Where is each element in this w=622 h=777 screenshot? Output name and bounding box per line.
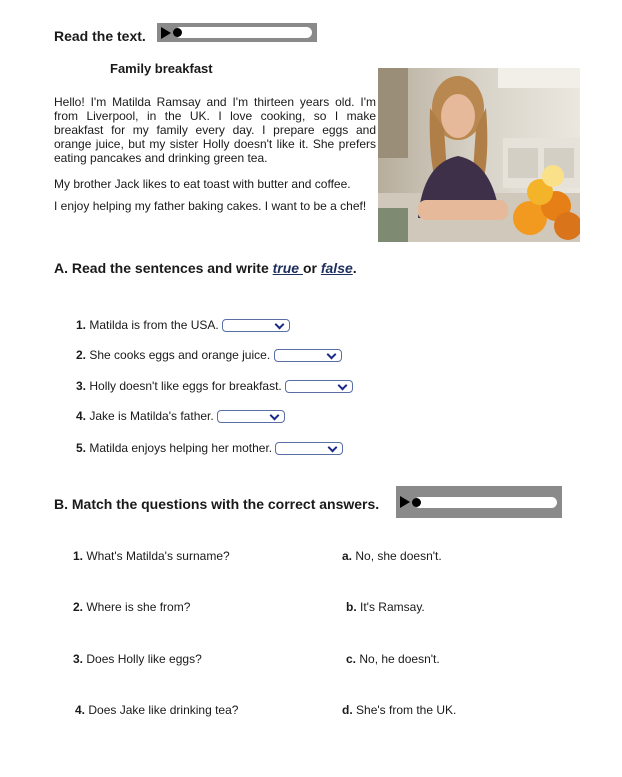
true-false-item-3: [76, 379, 353, 393]
word-or: or: [302, 260, 321, 276]
question-number: 1.: [73, 549, 84, 563]
answer-text: No, he doesn't.: [359, 652, 440, 666]
match-answer-b: [346, 600, 425, 614]
story-paragraph-2: My brother Jack likes to eat toast with butter and coffee.: [54, 177, 351, 191]
story-paragraph-1: Hello! I'm Matilda Ramsay and I'm thirteen years old. I'm from Liverpool, in the UK. I love cooking, so I make breakfast for my family every day. I prepare eggs and orange juice, but my sister Holly doesn't like it. She prefers eating pancakes and drinking green tea.: [54, 95, 376, 165]
item-number: 4.: [76, 409, 87, 423]
question-text: Where is she from?: [86, 600, 191, 614]
play-icon[interactable]: [400, 496, 410, 508]
answer-letter: a.: [342, 549, 353, 563]
answer-letter: c.: [346, 652, 357, 666]
answer-text: She's from the UK.: [356, 703, 457, 717]
question-number: 4.: [75, 703, 86, 717]
kitchen-photo: [378, 68, 580, 242]
chevron-down-icon: [326, 350, 336, 360]
item-text: She cooks eggs and orange juice.: [89, 348, 271, 362]
answer-select-3[interactable]: [285, 380, 353, 393]
match-question-3: [73, 652, 202, 666]
chevron-down-icon: [270, 411, 280, 421]
item-text: Jake is Matilda's father.: [89, 409, 214, 423]
story-title: Family breakfast: [110, 61, 213, 76]
section-a-instruction: [54, 260, 357, 276]
word-false: false: [320, 260, 353, 276]
true-false-item-2: [76, 348, 342, 362]
audio-progress-knob[interactable]: [173, 28, 182, 37]
answer-select-2[interactable]: [274, 349, 342, 362]
audio-progress-knob[interactable]: [412, 498, 421, 507]
question-text: What's Matilda's surname?: [86, 549, 230, 563]
section-a-instruction-text: A. Read the sentences and write: [54, 260, 273, 276]
match-answer-c: [346, 652, 440, 666]
item-text: Matilda is from the USA.: [89, 318, 219, 332]
question-number: 2.: [73, 600, 84, 614]
question-text: Does Holly like eggs?: [86, 652, 202, 666]
answer-text: It's Ramsay.: [360, 600, 425, 614]
question-text: Does Jake like drinking tea?: [88, 703, 239, 717]
match-question-2: [73, 600, 190, 614]
answer-select-5[interactable]: [275, 442, 343, 455]
item-number: 5.: [76, 441, 87, 455]
item-number: 3.: [76, 379, 87, 393]
chevron-down-icon: [328, 443, 338, 453]
answer-letter: b.: [346, 600, 357, 614]
audio-player-2: [396, 486, 562, 518]
story-paragraph-3: I enjoy helping my father baking cakes. I want to be a chef!: [54, 199, 367, 213]
section-a-period: .: [352, 260, 357, 276]
audio-progress-track[interactable]: [175, 27, 312, 38]
match-question-1: [73, 549, 230, 563]
audio-player-1: [157, 23, 317, 42]
match-answer-a: [342, 549, 442, 563]
item-text: Holly doesn't like eggs for breakfast.: [89, 379, 282, 393]
question-number: 3.: [73, 652, 84, 666]
read-instruction: Read the text.: [54, 28, 146, 44]
item-text: Matilda enjoys helping her mother.: [89, 441, 273, 455]
word-true: true: [272, 260, 303, 276]
item-number: 1.: [76, 318, 87, 332]
item-number: 2.: [76, 348, 87, 362]
answer-letter: d.: [342, 703, 353, 717]
chevron-down-icon: [338, 381, 348, 391]
answer-text: No, she doesn't.: [355, 549, 442, 563]
answer-select-4[interactable]: [217, 410, 285, 423]
audio-progress-track[interactable]: [414, 497, 557, 508]
true-false-item-5: [76, 441, 343, 455]
true-false-item-4: [76, 409, 285, 423]
match-answer-d: [342, 703, 456, 717]
chevron-down-icon: [275, 320, 285, 330]
play-icon[interactable]: [161, 27, 171, 39]
match-question-4: [75, 703, 238, 717]
true-false-item-1: [76, 318, 290, 332]
section-b-instruction: B. Match the questions with the correct answers.: [54, 496, 380, 512]
answer-select-1[interactable]: [222, 319, 290, 332]
